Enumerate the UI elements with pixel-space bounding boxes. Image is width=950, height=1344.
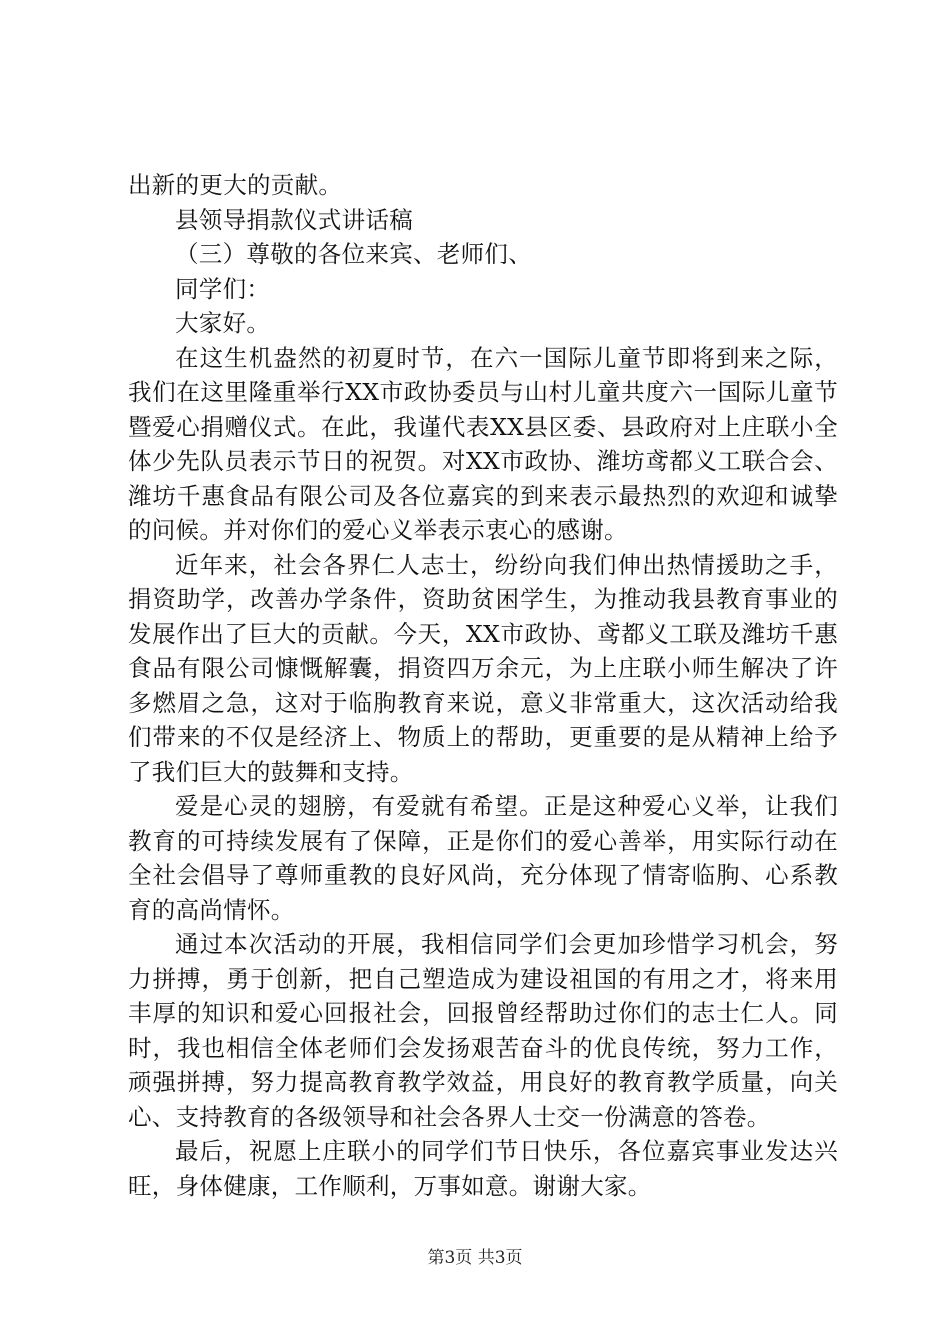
section-title: 县领导捐款仪式讲话稿 <box>175 205 413 234</box>
paragraph: 最后，祝愿上庄联小的同学们节日快乐，各位嘉宾事业发达兴旺，身体健康，工作顺利，万事如意。谢谢大家。 <box>128 1137 838 1200</box>
paragraph: 爱是心灵的翅膀，有爱就有希望。正是这种爱心义举，让我们教育的可持续发展有了保障，正是你们的爱心善举，用实际行动在全社会倡导了尊师重教的良好风尚，充分体现了情寄临朐、心系教育的高尚情怀。 <box>128 792 838 924</box>
paragraph: 通过本次活动的开展，我相信同学们会更加珍惜学习机会，努力拼搏，勇于创新，把自己塑造成为建设祖国的有用之才，将来用丰厚的知识和爱心回报社会，回报曾经帮助过你们的志士仁人。同时，我也相信全体老师们会发扬艰苦奋斗的优良传统，努力工作，顽强拼搏，努力提高教育教学效益，用良好的教育教学质量，向关心、支持教育的各级领导和社会各界人士交一份满意的答卷。 <box>128 930 838 1131</box>
paragraph: 在这生机盎然的初夏时节，在六一国际儿童节即将到来之际，我们在这里隆重举行XX市政协委员与山村儿童共度六一国际儿童节暨爱心捐赠仪式。在此，我谨代表XX县区委、县政府对上庄联小全体少先队员表示节日的祝贺。对XX市政协、潍坊鸢都义工联合会、潍坊千惠食品有限公司及各位嘉宾的到来表示最热烈的欢迎和诚挚的问候。并对你们的爱心义举表示衷心的感谢。 <box>128 343 838 544</box>
document-body <box>128 168 838 1203</box>
salutation-line: 同学们： <box>175 274 271 303</box>
paragraph: 近年来，社会各界仁人志士，纷纷向我们伸出热情援助之手，捐资助学，改善办学条件，资助贫困学生，为推动我县教育事业的发展作出了巨大的贡献。今天，XX市政协、鸢都义工联及潍坊千惠食品有限公司慷慨解囊，捐资四万余元，为上庄联小师生解决了许多燃眉之急，这对于临朐教育来说，意义非常重大，这次活动给我们带来的不仅是经济上、物质上的帮助，更重要的是从精神上给予了我们巨大的鼓舞和支持。 <box>128 550 838 786</box>
page-number-footer: 第3页 共3页 <box>427 1248 523 1268</box>
paragraph-continuation: 出新的更大的贡献。 <box>128 171 343 199</box>
greeting-line: 大家好。 <box>175 309 271 337</box>
salutation-line: （三）尊敬的各位来宾、老师们、 <box>175 240 532 268</box>
